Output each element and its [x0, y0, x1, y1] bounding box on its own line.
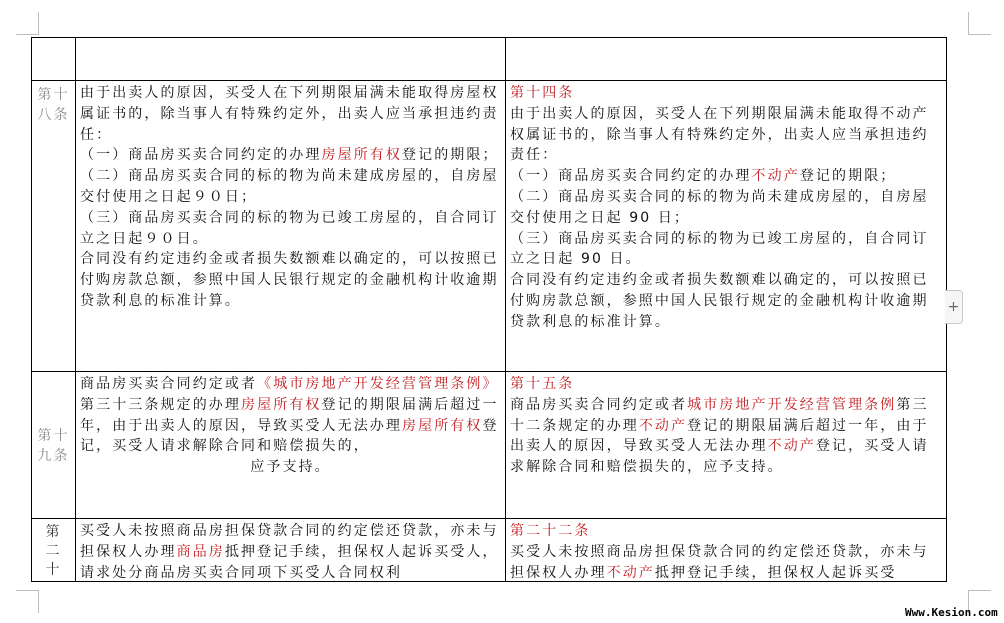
article-label-line: 八条: [37, 107, 70, 123]
article-label-line: 第十: [37, 428, 70, 444]
paragraph: [510, 229, 942, 271]
page-corner-mark-top-left: [16, 12, 39, 35]
new-article-heading: 第十四条: [510, 85, 575, 101]
paragraph: [510, 395, 942, 478]
highlighted-term: 不动产: [606, 564, 655, 581]
label-cell[interactable]: [32, 38, 76, 81]
text-run: 登记，买受人请求解除合同和赔偿损失的，: [80, 417, 499, 455]
text-run: 抵押登记手续，担保权人起诉买受: [654, 564, 897, 581]
old-text-cell[interactable]: [76, 519, 506, 582]
comparison-table: [31, 37, 947, 582]
paragraph: [80, 374, 501, 457]
page-corner-mark-bottom-left: [16, 590, 39, 613]
text-run: （一）商品房买卖合同约定的办理: [80, 147, 322, 164]
text-run: 第三十三条规定的办理: [80, 396, 241, 413]
highlighted-term: 房屋所有权: [402, 417, 483, 434]
table-row-article-20: [32, 519, 947, 582]
old-text-cell[interactable]: [76, 81, 506, 372]
text-run: 登记的期限届满后超过一年，由于出卖人的原因，导致买受人无法办理: [80, 396, 499, 434]
text-run: 登记的期限届满后超过一年，由于出卖人的原因，导致买受人无法办理: [510, 417, 929, 455]
article-label-line: 第十: [37, 87, 70, 103]
text-run: 登记的期限；: [799, 168, 897, 185]
text-run: （二）商品房买卖合同的标的物为尚未建成房屋的，自房屋交付使用之日起 90 日；: [510, 188, 929, 226]
highlighted-term: 不动产: [751, 168, 800, 185]
label-cell[interactable]: [32, 519, 76, 582]
text-run: 由于出卖人的原因，买受人在下列期限届满未能取得房屋权属证书的，除当事人有特殊约定外，出卖人应当承担违约责任：: [80, 85, 499, 143]
article-label-line: 第: [45, 524, 62, 540]
paragraph: [510, 187, 942, 229]
label-cell[interactable]: [32, 372, 76, 519]
text-run: 商品房买卖合同约定或者: [80, 376, 258, 392]
text-run: 买受人未按照商品房担保贷款合同的约定偿还贷款，亦未与担保权人办理: [510, 543, 929, 581]
add-column-button[interactable]: +: [945, 290, 963, 324]
text-run: 第三十二条规定的办理: [510, 396, 929, 434]
text-run: 买受人未按照商品房担保贷款合同的约定偿还贷款，亦未与担保权人办理: [80, 523, 499, 560]
table-row-article-19: [32, 372, 947, 519]
old-text-cell[interactable]: [76, 38, 506, 81]
article-label-line: 九条: [37, 448, 70, 464]
paragraph: [80, 145, 501, 166]
table-row-article-18: [32, 81, 947, 372]
label-cell[interactable]: [32, 81, 76, 372]
paragraph: [80, 208, 501, 250]
text-run: 商品房买卖合同约定或者: [510, 396, 688, 413]
new-text-cell[interactable]: [506, 38, 947, 81]
paragraph: [510, 542, 942, 581]
text-run: 由于出卖人的原因，买受人在下列期限届满未能取得不动产权属证书的，除当事人有特殊约定外，出卖人应当承担违约责任：: [510, 105, 929, 164]
new-article-heading: 第二十二条: [510, 523, 591, 539]
watermark: Www.Kesion.com: [905, 606, 998, 619]
text-run: 应予支持。: [250, 459, 331, 476]
page-corner-mark-top-right: [968, 12, 991, 35]
paragraph: [80, 457, 501, 478]
text-run: （一）商品房买卖合同约定的办理: [510, 168, 752, 185]
text-run: 合同没有约定违约金或者损失数额难以确定的，可以按照已付购房款总额，参照中国人民银行规定的金融机构计收逾期贷款利息的标准计算。: [80, 251, 499, 309]
paragraph: [80, 521, 501, 581]
paragraph: [80, 249, 501, 311]
article-label-line: 二: [45, 543, 62, 559]
old-text-cell[interactable]: [76, 372, 506, 519]
article-label-line: 十: [45, 562, 62, 578]
highlighted-term: 《城市房地产开发经营管理条例》: [257, 376, 499, 392]
paragraph: [80, 83, 501, 145]
paragraph: [510, 104, 942, 166]
text-run: （三）商品房买卖合同的标的物为已竣工房屋的，自合同订立之日起９０日。: [80, 209, 499, 247]
new-text-cell[interactable]: [506, 372, 947, 519]
highlighted-term: 不动产: [767, 438, 816, 455]
table-row-empty: [32, 38, 947, 81]
text-run: 合同没有约定违约金或者损失数额难以确定的，可以按照已付购房款总额，参照中国人民银行规定的金融机构计收逾期贷款利息的标准计算。: [510, 272, 929, 330]
text-run: （三）商品房买卖合同的标的物为已竣工房屋的，自合同订立之日起 90 日。: [510, 230, 929, 268]
highlighted-term: 房屋所有权: [241, 396, 322, 413]
paragraph: [80, 166, 501, 208]
new-text-cell[interactable]: [506, 81, 947, 372]
new-article-heading: 第十五条: [510, 376, 575, 392]
highlighted-term: 房屋所有权: [321, 147, 402, 164]
highlighted-term: 城市房地产开发经营管理条例: [687, 396, 897, 413]
highlighted-term: 不动产: [638, 417, 688, 434]
text-run: （二）商品房买卖合同的标的物为尚未建成房屋的，自房屋交付使用之日起９０日；: [80, 168, 499, 205]
paragraph: [510, 270, 942, 332]
highlighted-term: 商品房: [176, 543, 225, 560]
text-run: 登记，买受人请求解除合同和赔偿损失的，应予支持。: [510, 438, 929, 476]
paragraph: [510, 166, 942, 187]
text-run: 登记的期限；: [402, 147, 499, 164]
new-text-cell[interactable]: [506, 519, 947, 582]
text-run: 抵押登记手续，担保权人起诉买受人，请求处分商品房买卖合同项下买受人合同权利: [80, 543, 499, 581]
